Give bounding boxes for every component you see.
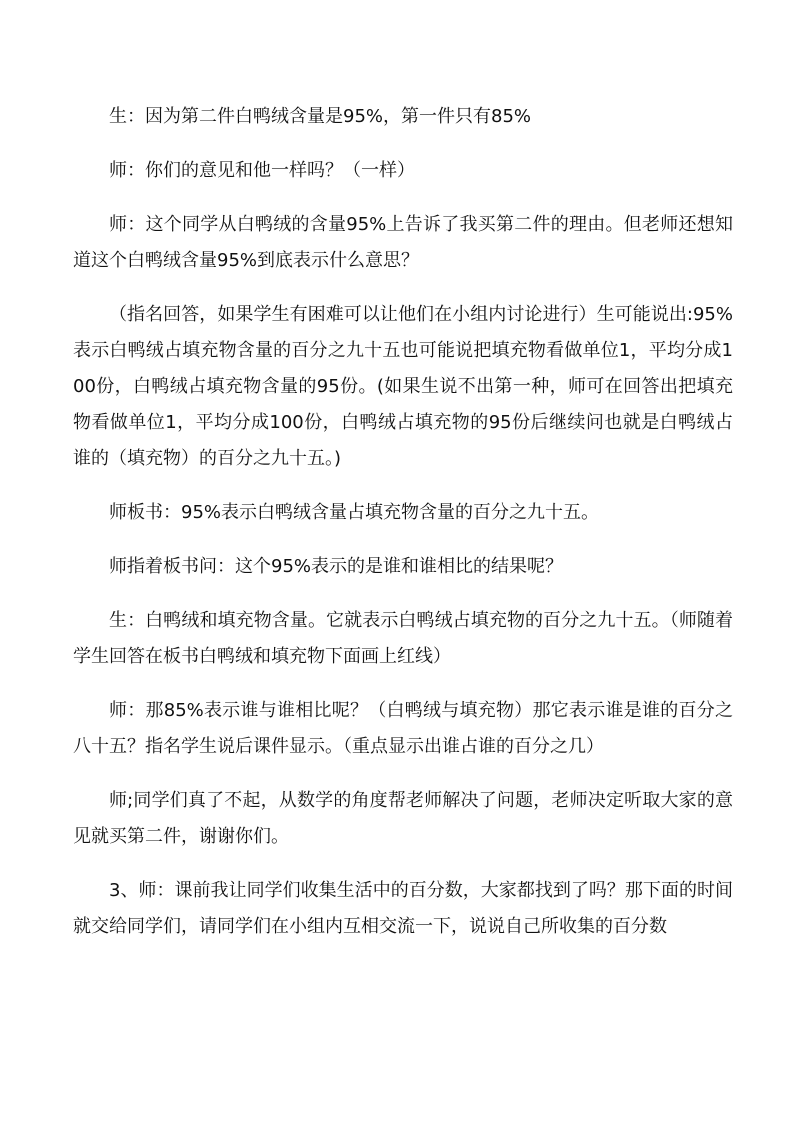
paragraph-1: 生：因为第二件白鸭绒含量是95%，第一件只有85% bbox=[109, 106, 532, 127]
paragraph-5: 师板书：95%表示白鸭绒含量占填充物含量的百分之九十五。 bbox=[109, 502, 600, 523]
document-body bbox=[73, 99, 733, 963]
paragraph-7: 生：白鸭绒和填充物含量。它就表示白鸭绒占填充物的百分之九十五。（师随着学生回答在板书白鸭绒和填充物下面画上红线） bbox=[73, 610, 733, 667]
paragraph-8: 师：那85%表示谁与谁相比呢？（白鸭绒与填充物）那它表示谁是谁的百分之八十五？指名学生说后课件显示。（重点显示出谁占谁的百分之几） bbox=[73, 700, 733, 757]
paragraph-2: 师：你们的意见和他一样吗？（一样） bbox=[109, 160, 415, 181]
paragraph-10: 3、师：课前我让同学们收集生活中的百分数，大家都找到了吗？那下面的时间就交给同学们，请同学们在小组内互相交流一下，说说自己所收集的百分数 bbox=[73, 880, 733, 937]
paragraph-4: （指名回答，如果学生有困难可以让他们在小组内讨论进行）生可能说出:95%表示白鸭绒占填充物含量的百分之九十五也可能说把填充物看做单位1，平均分成100份，白鸭绒占填充物含量的95份。(如果生说不出第一种，师可在回答出把填充物看做单位1，平均分成100份，白鸭绒占填充物的95份后继续问也就是白鸭绒占谁的（填充物）的百分之九十五。) bbox=[73, 304, 733, 469]
paragraph-9: 师;同学们真了不起，从数学的角度帮老师解决了问题，老师决定听取大家的意见就买第二件，谢谢你们。 bbox=[73, 790, 733, 847]
paragraph-6: 师指着板书问：这个95%表示的是谁和谁相比的结果呢？ bbox=[109, 556, 564, 577]
paragraph-3: 师：这个同学从白鸭绒的含量95%上告诉了我买第二件的理由。但老师还想知道这个白鸭绒含量95%到底表示什么意思？ bbox=[73, 214, 733, 271]
